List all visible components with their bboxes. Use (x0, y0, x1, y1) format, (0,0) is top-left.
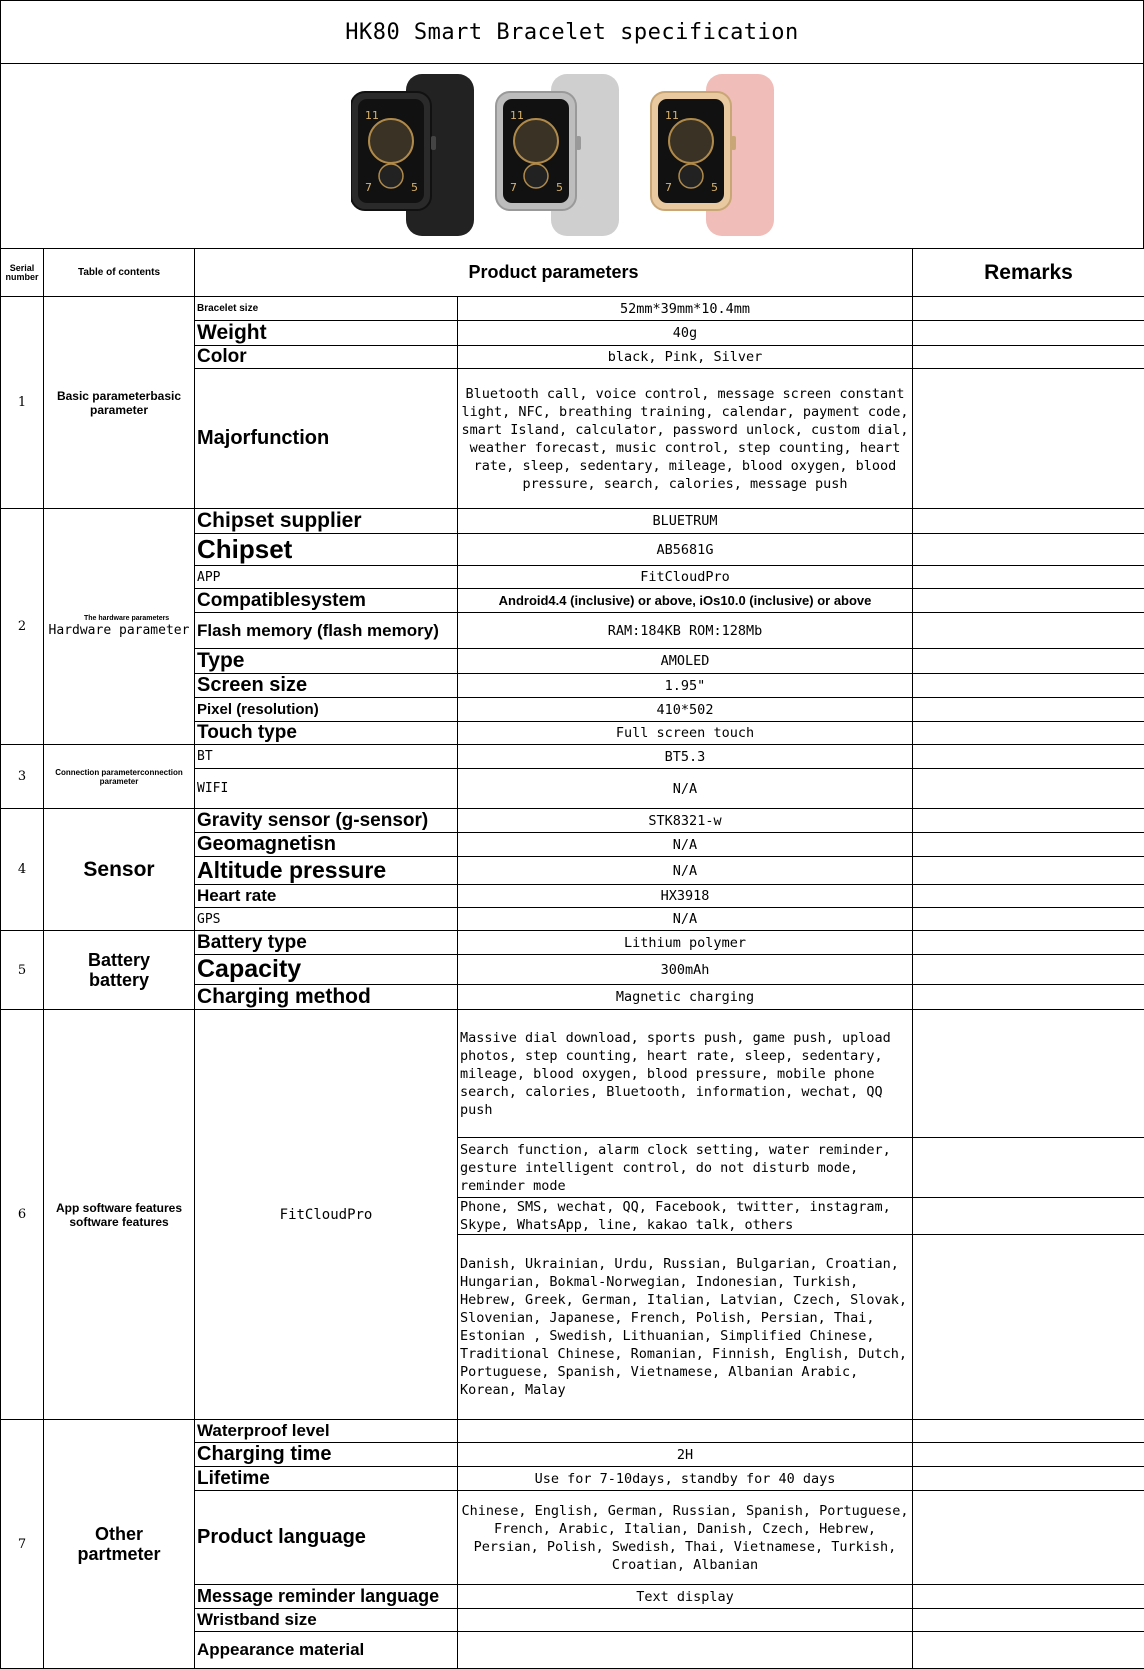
param-name: Compatiblesystem (195, 589, 458, 613)
remark-cell (913, 1138, 1144, 1198)
section-title: Battery battery (44, 931, 195, 1010)
remark-cell (913, 509, 1144, 534)
param-value: Bluetooth call, voice control, message screen constant light, NFC, breathing training, calendar, payment code, smart Island, calculator, password unlock, custom dial, weather forecast, music control, step counting, heart rate, sleep, sedentary, mileage, blood oxygen, blood pressure, search, calories, message push (458, 369, 913, 509)
remark-cell (913, 985, 1144, 1010)
remark-cell (913, 1585, 1144, 1609)
remark-cell (913, 885, 1144, 908)
table-header-row (1, 249, 1144, 297)
svg-text:11: 11 (665, 109, 679, 122)
svg-text:5: 5 (411, 181, 418, 194)
section-title: Basic parameterbasic parameter (44, 297, 195, 509)
param-name: Touch type (195, 722, 458, 745)
param-value: AB5681G (458, 534, 913, 566)
remark-cell (913, 534, 1144, 566)
param-value: 52mm*39mm*10.4mm (458, 297, 913, 321)
param-value: Use for 7-10days, standby for 40 days (458, 1467, 913, 1491)
param-value: 410*502 (458, 698, 913, 722)
svg-text:7: 7 (510, 181, 517, 194)
param-value: Lithium polymer (458, 931, 913, 955)
param-name: Pixel (resolution) (195, 698, 458, 722)
svg-text:7: 7 (365, 181, 372, 194)
remark-cell (913, 698, 1144, 722)
param-name: BT (195, 745, 458, 769)
param-value: black, Pink, Silver (458, 346, 913, 369)
param-value: HX3918 (458, 885, 913, 908)
param-value: STK8321-w (458, 809, 913, 833)
header-serial: Serial number (1, 249, 44, 297)
param-value (458, 1632, 913, 1669)
param-name: Charging method (195, 985, 458, 1010)
param-value: Massive dial download, sports push, game push, upload photos, step counting, heart rate, sleep, sedentary, mileage, blood oxygen, blood pressure, mobile phone search, calories, Bluetooth, information, wechat, QQ push (458, 1010, 913, 1138)
param-name: Geomagnetisn (195, 833, 458, 857)
remark-cell (913, 566, 1144, 589)
header-toc: Table of contents (44, 249, 195, 297)
param-value: RAM:184KB ROM:128Mb (458, 613, 913, 649)
param-name: Bracelet size (195, 297, 458, 321)
serial-number: 4 (1, 809, 44, 931)
param-value: Chinese, English, German, Russian, Spanish, Portuguese, French, Arabic, Italian, Danish, Czech, Hebrew, Persian, Polish, Swedish, Thai, Vietnamese, Turkish, Croatian, Albanian (458, 1491, 913, 1585)
param-name: Altitude pressure (195, 857, 458, 885)
remark-cell (913, 613, 1144, 649)
svg-text:11: 11 (510, 109, 524, 122)
param-name: Charging time (195, 1443, 458, 1467)
section-title: Sensor (44, 809, 195, 931)
param-name: FitCloudPro (195, 1010, 458, 1420)
remark-cell (913, 908, 1144, 931)
param-value: Text display (458, 1585, 913, 1609)
param-name: Capacity (195, 955, 458, 985)
svg-text:7: 7 (665, 181, 672, 194)
param-value: FitCloudPro (458, 566, 913, 589)
table-row (1, 745, 1144, 769)
param-name: Gravity sensor (g-sensor) (195, 809, 458, 833)
param-value: Android4.4 (inclusive) or above, iOs10.0 (inclusive) or above (458, 589, 913, 613)
param-name: Screen size (195, 674, 458, 698)
param-value: Search function, alarm clock setting, water reminder, gesture intelligent control, do not disturb mode, reminder mode (458, 1138, 913, 1198)
param-value: Danish, Ukrainian, Urdu, Russian, Bulgarian, Croatian, Hungarian, Bokmal-Norwegian, Indonesian, Turkish, Hebrew, Greek, German, Italian, Latvian, Czech, Slovak, Slovenian, Japanese, French, Polish, Persian, Thai, Estonian , Swedish, Lithuanian, Simplified Chinese, Traditional Chinese, Romanian, Finnish, English, Dutch, Portuguese, Spanish, Vietnamese, Albanian Arabic, Korean, Malay (458, 1235, 913, 1420)
param-name: Weight (195, 321, 458, 346)
serial-number: 1 (1, 297, 44, 509)
serial-number: 6 (1, 1010, 44, 1420)
param-name: Chipset (195, 534, 458, 566)
section-title: Other partmeter (44, 1420, 195, 1669)
remark-cell (913, 369, 1144, 509)
table-row (1, 509, 1144, 534)
param-value: Magnetic charging (458, 985, 913, 1010)
remark-cell (913, 1235, 1144, 1420)
param-name: WIFI (195, 769, 458, 809)
table-row (1, 297, 1144, 321)
svg-text:5: 5 (711, 181, 718, 194)
remark-cell (913, 649, 1144, 674)
remark-cell (913, 321, 1144, 346)
param-value: N/A (458, 769, 913, 809)
param-value (458, 1420, 913, 1443)
param-value: N/A (458, 833, 913, 857)
remark-cell (913, 1198, 1144, 1235)
param-value: 1.95" (458, 674, 913, 698)
remark-cell (913, 857, 1144, 885)
section-subtitle: The hardware parameters (46, 615, 192, 622)
remark-cell (913, 745, 1144, 769)
remark-cell (913, 1010, 1144, 1138)
table-row (1, 1010, 1144, 1138)
param-value: 40g (458, 321, 913, 346)
param-value: Full screen touch (458, 722, 913, 745)
param-value: BLUETRUM (458, 509, 913, 534)
param-value: 300mAh (458, 955, 913, 985)
param-value: N/A (458, 908, 913, 931)
param-value: BT5.3 (458, 745, 913, 769)
param-name: Majorfunction (195, 369, 458, 509)
svg-text:5: 5 (556, 181, 563, 194)
section-title: App software features software features (44, 1010, 195, 1420)
param-value: 2H (458, 1443, 913, 1467)
table-row (1, 809, 1144, 833)
header-product-parameters: Product parameters (195, 249, 913, 297)
param-name: Battery type (195, 931, 458, 955)
param-name: Chipset supplier (195, 509, 458, 534)
remark-cell (913, 955, 1144, 985)
param-name: Appearance material (195, 1632, 458, 1669)
svg-text:11: 11 (365, 109, 379, 122)
section-title: Connection parameterconnection parameter (44, 745, 195, 809)
remark-cell (913, 1491, 1144, 1585)
param-name: Product language (195, 1491, 458, 1585)
section-title-text: Hardware parameter (49, 623, 190, 638)
remark-cell (913, 346, 1144, 369)
remark-cell (913, 674, 1144, 698)
section-title (44, 509, 195, 745)
param-value: Phone, SMS, wechat, QQ, Facebook, twitter, instagram, Skype, WhatsApp, line, kakao talk, others (458, 1198, 913, 1235)
param-name: APP (195, 566, 458, 589)
remark-cell (913, 1609, 1144, 1632)
serial-number: 5 (1, 931, 44, 1010)
param-name: Flash memory (flash memory) (195, 613, 458, 649)
table-row (1, 931, 1144, 955)
black-watch-image (351, 74, 474, 236)
remark-cell (913, 1443, 1144, 1467)
remark-cell (913, 722, 1144, 745)
param-value: N/A (458, 857, 913, 885)
remark-cell (913, 1467, 1144, 1491)
remark-cell (913, 589, 1144, 613)
param-value: AMOLED (458, 649, 913, 674)
serial-number: 2 (1, 509, 44, 745)
document-title: HK80 Smart Bracelet specification (0, 0, 1144, 64)
serial-number: 3 (1, 745, 44, 809)
remark-cell (913, 931, 1144, 955)
param-name: Type (195, 649, 458, 674)
param-name: Message reminder language (195, 1585, 458, 1609)
param-name: Lifetime (195, 1467, 458, 1491)
silver-watch-image (496, 74, 619, 236)
remark-cell (913, 833, 1144, 857)
param-name: GPS (195, 908, 458, 931)
param-value (458, 1609, 913, 1632)
serial-number: 7 (1, 1420, 44, 1669)
header-remarks: Remarks (913, 249, 1144, 297)
table-row (1, 1420, 1144, 1443)
remark-cell (913, 1632, 1144, 1669)
remark-cell (913, 809, 1144, 833)
param-name: Wristband size (195, 1609, 458, 1632)
remark-cell (913, 297, 1144, 321)
param-name: Color (195, 346, 458, 369)
remark-cell (913, 769, 1144, 809)
product-image-row (0, 62, 1144, 248)
param-name: Heart rate (195, 885, 458, 908)
pink-watch-image (651, 74, 774, 236)
product-watches-image (351, 66, 821, 244)
remark-cell (913, 1420, 1144, 1443)
param-name: Waterproof level (195, 1420, 458, 1443)
spec-table (0, 248, 1144, 1669)
